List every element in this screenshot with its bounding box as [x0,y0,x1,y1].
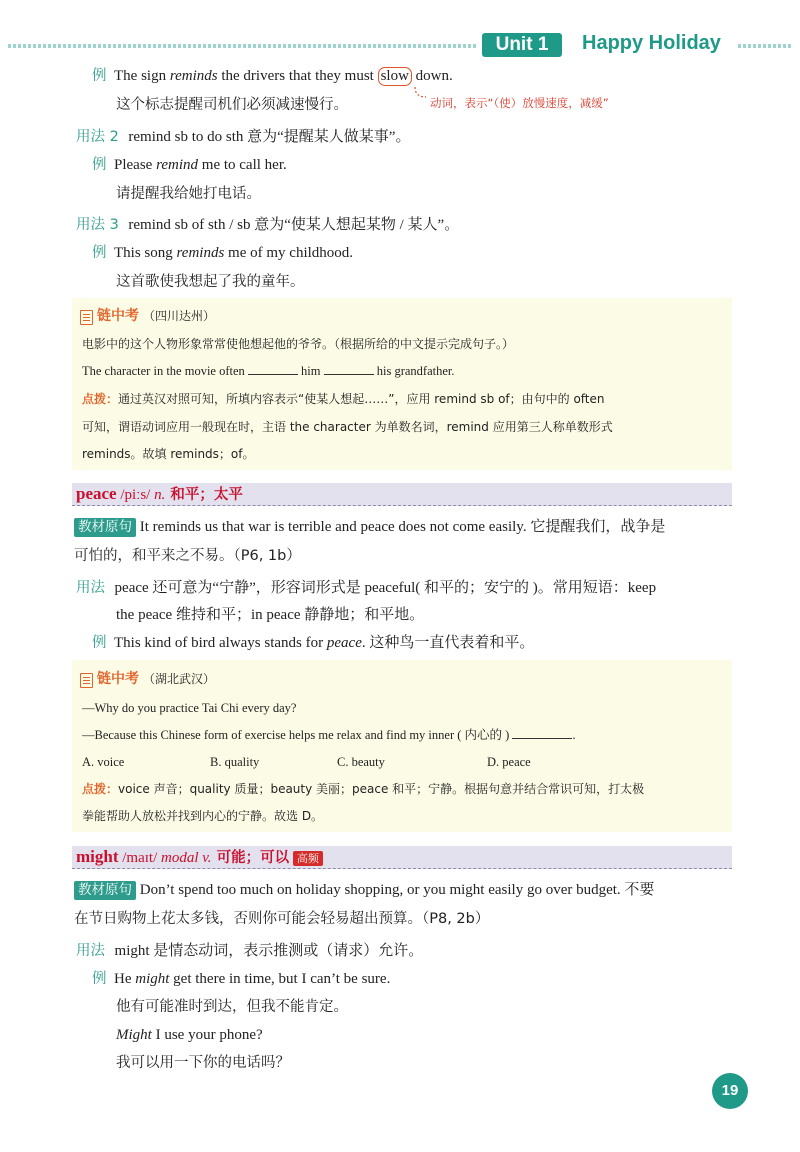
usage-2: 用法 2 remind sb to do sth 意为“提醒某人做某事”。 [76,129,411,145]
dialog-line-1: —Why do you practice Tai Chi every day? [82,701,297,715]
question-cn: 电影中的这个人物形象常常使他想起他的爷爷。（根据所给的中文提示完成句子。） [82,337,515,351]
word-entry-peace: peace /piːs/ n. 和平；太平 [76,484,243,503]
option-c: C. beauty [337,755,385,769]
example-might-1-translation: 他有可能准时到达，但我不能肯定。 [116,999,348,1015]
explanation-line-3: reminds。故填 reminds；of。 [82,447,255,461]
book-icon [80,673,93,688]
answer-blank [512,726,572,739]
option-b: B. quality [210,755,260,769]
example-1: 例 The sign reminds the drivers that they must slow down. [92,68,453,84]
circled-word: slow [378,67,412,86]
usage-peace-cont: the peace 维持和平；in peace 静静地；和平地。 [116,607,425,623]
option-d: D. peace [487,755,531,769]
example-might-2-translation: 我可以用一下你的电话吗？ [116,1055,290,1071]
usage-might: 用法 might 是情态动词，表示推测或（请求）允许。 [76,943,424,959]
example-might-2: Might I use your phone? [116,1027,263,1043]
textbook-sentence-peace: 教材原句 It reminds us that war is terrible and peace does not come easily. 它提醒我们，战争是 [74,517,665,537]
example-1-translation: 这个标志提醒司机们必须减速慢行。 [116,97,348,113]
note-arrow [411,86,431,102]
word-entry-might: might /maɪt/ modal v. 可能；可以 高频 [76,847,323,868]
answer-blank [324,362,374,375]
high-frequency-tag: 高频 [293,851,323,866]
textbook-sentence-peace-cont: 可怕的，和平来之不易。（P6, 1b） [74,548,301,564]
example-label: 例 [92,68,107,84]
example-might-1: 例 He might get there in time, but I can’t be sure. [92,971,391,987]
example-3-translation: 这首歌使我想起了我的童年。 [116,274,305,290]
dialog-line-2: —Because this Chinese form of exercise helps me relax and find my inner ( 内心的 ) . [82,728,576,742]
exam-link-title: 链中考 （湖北武汉） [97,671,215,687]
textbook-sentence-might: 教材原句 Don’t spend too much on holiday shopping, or you might easily go over budget. 不要 [74,880,654,900]
example-3: 例 This song reminds me of my childhood. [92,245,354,261]
annotation-note: 动词，表示“（使）放慢速度，减缓” [430,96,609,110]
header-rule-left [8,44,478,48]
example-2-translation: 请提醒我给她打电话。 [116,186,261,202]
question-en: The character in the movie often him his grandfather. [82,364,455,378]
book-icon [80,310,93,325]
explanation-line-2: 可知，谓语动词应用一般现在时，主语 the character 为单数名词，remind 应用第三人称单数形式 [82,420,613,434]
option-a: A. voice [82,755,125,769]
example-2: 例 Please remind me to call her. [92,157,287,173]
explanation-line-1: 点拨：通过英汉对照可知，所填内容表示“使某人想起……”，应用 remind sb of；由句中的 often [82,392,605,406]
unit-title: Happy Holiday [582,32,721,54]
explanation-line-2: 拳能帮助人放松并找到内心的宁静。故选 D。 [82,809,324,823]
explanation-line-1: 点拨：voice 声音；quality 质量；beauty 美丽；peace 和平；宁静。根据句意并结合常识可知，打太极 [82,782,645,796]
page-number: 19 [712,1073,748,1109]
usage-3: 用法 3 remind sb of sth / sb 意为“使某人想起某物 / 某人”。 [76,217,460,233]
textbook-sentence-might-cont: 在节日购物上花太多钱，否则你可能会轻易超出预算。（P8, 2b） [74,911,490,927]
unit-badge: Unit 1 [482,33,562,57]
header-rule-right [738,44,792,48]
example-peace: 例 This kind of bird always stands for peace. 这种鸟一直代表着和平。 [92,635,535,651]
exam-link-title: 链中考 （四川达州） [97,308,215,324]
answer-blank [248,362,298,375]
usage-peace: 用法 peace 还可意为“宁静”，形容词形式是 peaceful( 和平的；安宁的 )。常用短语：keep [76,580,657,596]
